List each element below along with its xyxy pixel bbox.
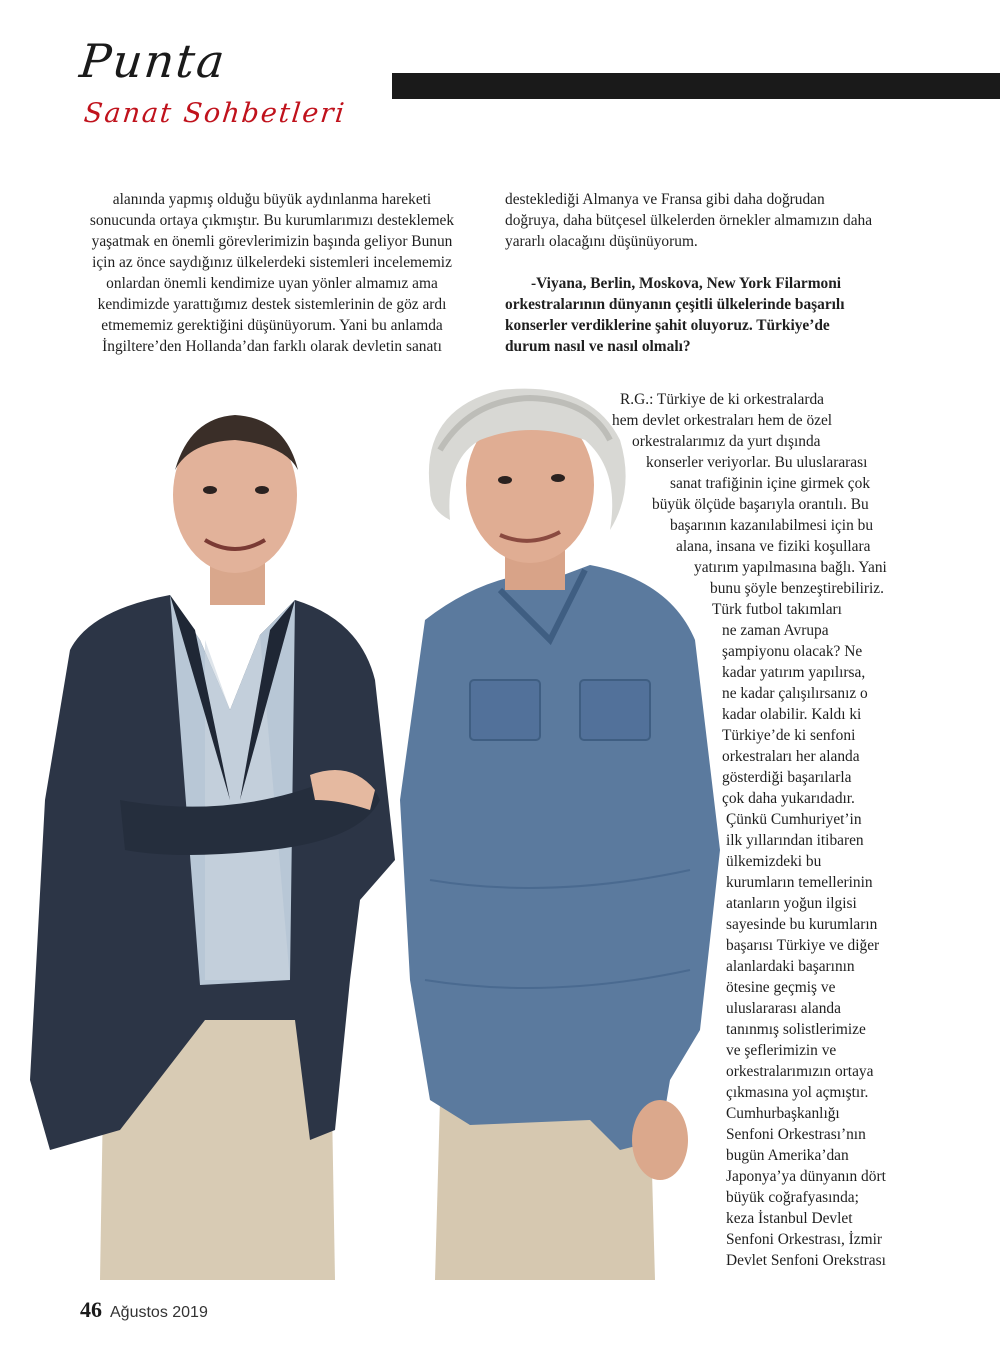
text-line: Türk futbol takımları [712, 601, 842, 618]
text-line: bugün Amerika’dan [726, 1147, 849, 1164]
question-line: orkestralarının dünyanın çeşitli ülkelerinde başarılı [505, 296, 845, 313]
text-line: tanınmış solistlerimize [726, 1021, 866, 1038]
right-column [505, 189, 900, 357]
text-line: çıkmasına yol açmıştır. [726, 1084, 869, 1101]
text-line: Cumhurbaşkanlığı [726, 1105, 840, 1122]
text-line: Çünkü Cumhuriyet’in [726, 811, 862, 828]
text-line: gösterdiği başarılarla [722, 769, 852, 786]
text-line: ötesine geçmiş ve [726, 979, 836, 996]
question-line: -Viyana, Berlin, Moskova, New York Filarmoni [531, 275, 842, 292]
text-line: kadar yatırım yapılırsa, [722, 664, 866, 681]
text-line: R.G.: Türkiye de ki orkestralarda [620, 391, 825, 408]
question-line: konserler verdiklerine şahit oluyoruz. Türkiye’de [505, 317, 830, 334]
text-line: atanların yoğun ilgisi [726, 895, 857, 912]
text-line: büyük coğrafyasında; [726, 1189, 859, 1206]
left-column [82, 189, 462, 357]
text-line: kendimizde yarattığımız destek sistemlerinin de göz ardı [97, 296, 447, 313]
text-line: büyük ölçüde başarıyla orantılı. Bu [652, 496, 869, 513]
text-line: çok daha yukarıdadır. [722, 790, 855, 807]
text-line: orkestraları her alanda [722, 748, 860, 765]
text-line: hem devlet orkestraları hem de özel [612, 412, 833, 429]
text-line: ne zaman Avrupa [722, 622, 829, 639]
text-line: ve şeflerimizin ve [726, 1042, 837, 1059]
text-line: ülkemizdeki bu [726, 853, 822, 870]
page-footer [80, 1297, 208, 1325]
text-line: Senfoni Orkestrası’nın [726, 1126, 866, 1143]
text-line: yatırım yapılmasına bağlı. Yani [694, 559, 887, 576]
text-line: doğruya, daha bütçesel ülkelerden örnekler almamızın daha [505, 212, 873, 229]
text-line: yaşatmak en önemli görevlerimizin başında geliyor Bunun [91, 233, 453, 250]
text-line: alanlardaki başarının [726, 958, 855, 975]
interview-question [505, 273, 900, 357]
left-person-figure [30, 415, 395, 1280]
text-line: sonucunda ortaya çıkmıştır. Bu kurumlarımızı desteklemek [89, 212, 455, 229]
issue-date: Ağustos 2019 [110, 1304, 208, 1321]
text-line: orkestralarımız da yurt dışında [632, 433, 821, 450]
text-line: İngiltere’den Hollanda’dan farklı olarak devletin sanatı [102, 338, 442, 355]
text-line: Japonya’ya dünyanın dört [726, 1168, 886, 1185]
masthead [77, 34, 380, 138]
section-subtitle: Sanat Sohbetleri [82, 98, 348, 129]
text-line: konserler veriyorlar. Bu uluslararası [646, 454, 868, 471]
text-line: kadar olabilir. Kaldı ki [722, 706, 862, 723]
text-line: sayesinde bu kurumların [726, 916, 878, 933]
text-line: keza İstanbul Devlet [726, 1210, 853, 1227]
text-line: başarısı Türkiye ve diğer [726, 937, 880, 954]
text-line: alana, insana ve fiziki koşullara [676, 538, 871, 555]
text-line: Devlet Senfoni Orekstrası [726, 1252, 886, 1269]
text-line: Türkiye’de ki senfoni [722, 727, 856, 744]
text-line: sanat trafiğinin içine girmek çok [670, 475, 871, 492]
text-line: yararlı olacağını düşünüyorum. [505, 233, 698, 250]
text-line: ilk yıllarından itibaren [726, 832, 864, 849]
brand-logo: Punta [77, 34, 229, 88]
text-line: etmememiz gerektiğini düşünüyorum. Yani bu anlamda [101, 317, 443, 334]
interview-answer [560, 389, 905, 1271]
text-line: orkestralarımızın ortaya [726, 1063, 874, 1080]
text-line: için az önce saydığınız ülkelerdeki sistemleri incelememiz [92, 254, 452, 271]
text-line: ne kadar çalışılırsanız o [722, 685, 868, 702]
question-line: durum nasıl ve nasıl olmalı? [505, 338, 691, 355]
text-line: Senfoni Orkestrası, İzmir [726, 1231, 883, 1248]
page-number: 46 [80, 1297, 102, 1322]
text-line: uluslararası alanda [726, 1000, 841, 1017]
text-line: desteklediği Almanya ve Fransa gibi daha doğrudan [505, 191, 825, 208]
header-rule [392, 73, 1000, 99]
text-line: kurumların temellerinin [726, 874, 873, 891]
text-line: bunu şöyle benzeştirebiliriz. [710, 580, 884, 597]
text-line: şampiyonu olacak? Ne [722, 643, 863, 660]
text-line: onlardan önemli kendimize uyan yönler almamız ama [106, 275, 438, 292]
text-line: alanında yapmış olduğu büyük aydınlanma hareketi [112, 191, 432, 208]
text-line: başarının kazanılabilmesi için bu [670, 517, 874, 534]
